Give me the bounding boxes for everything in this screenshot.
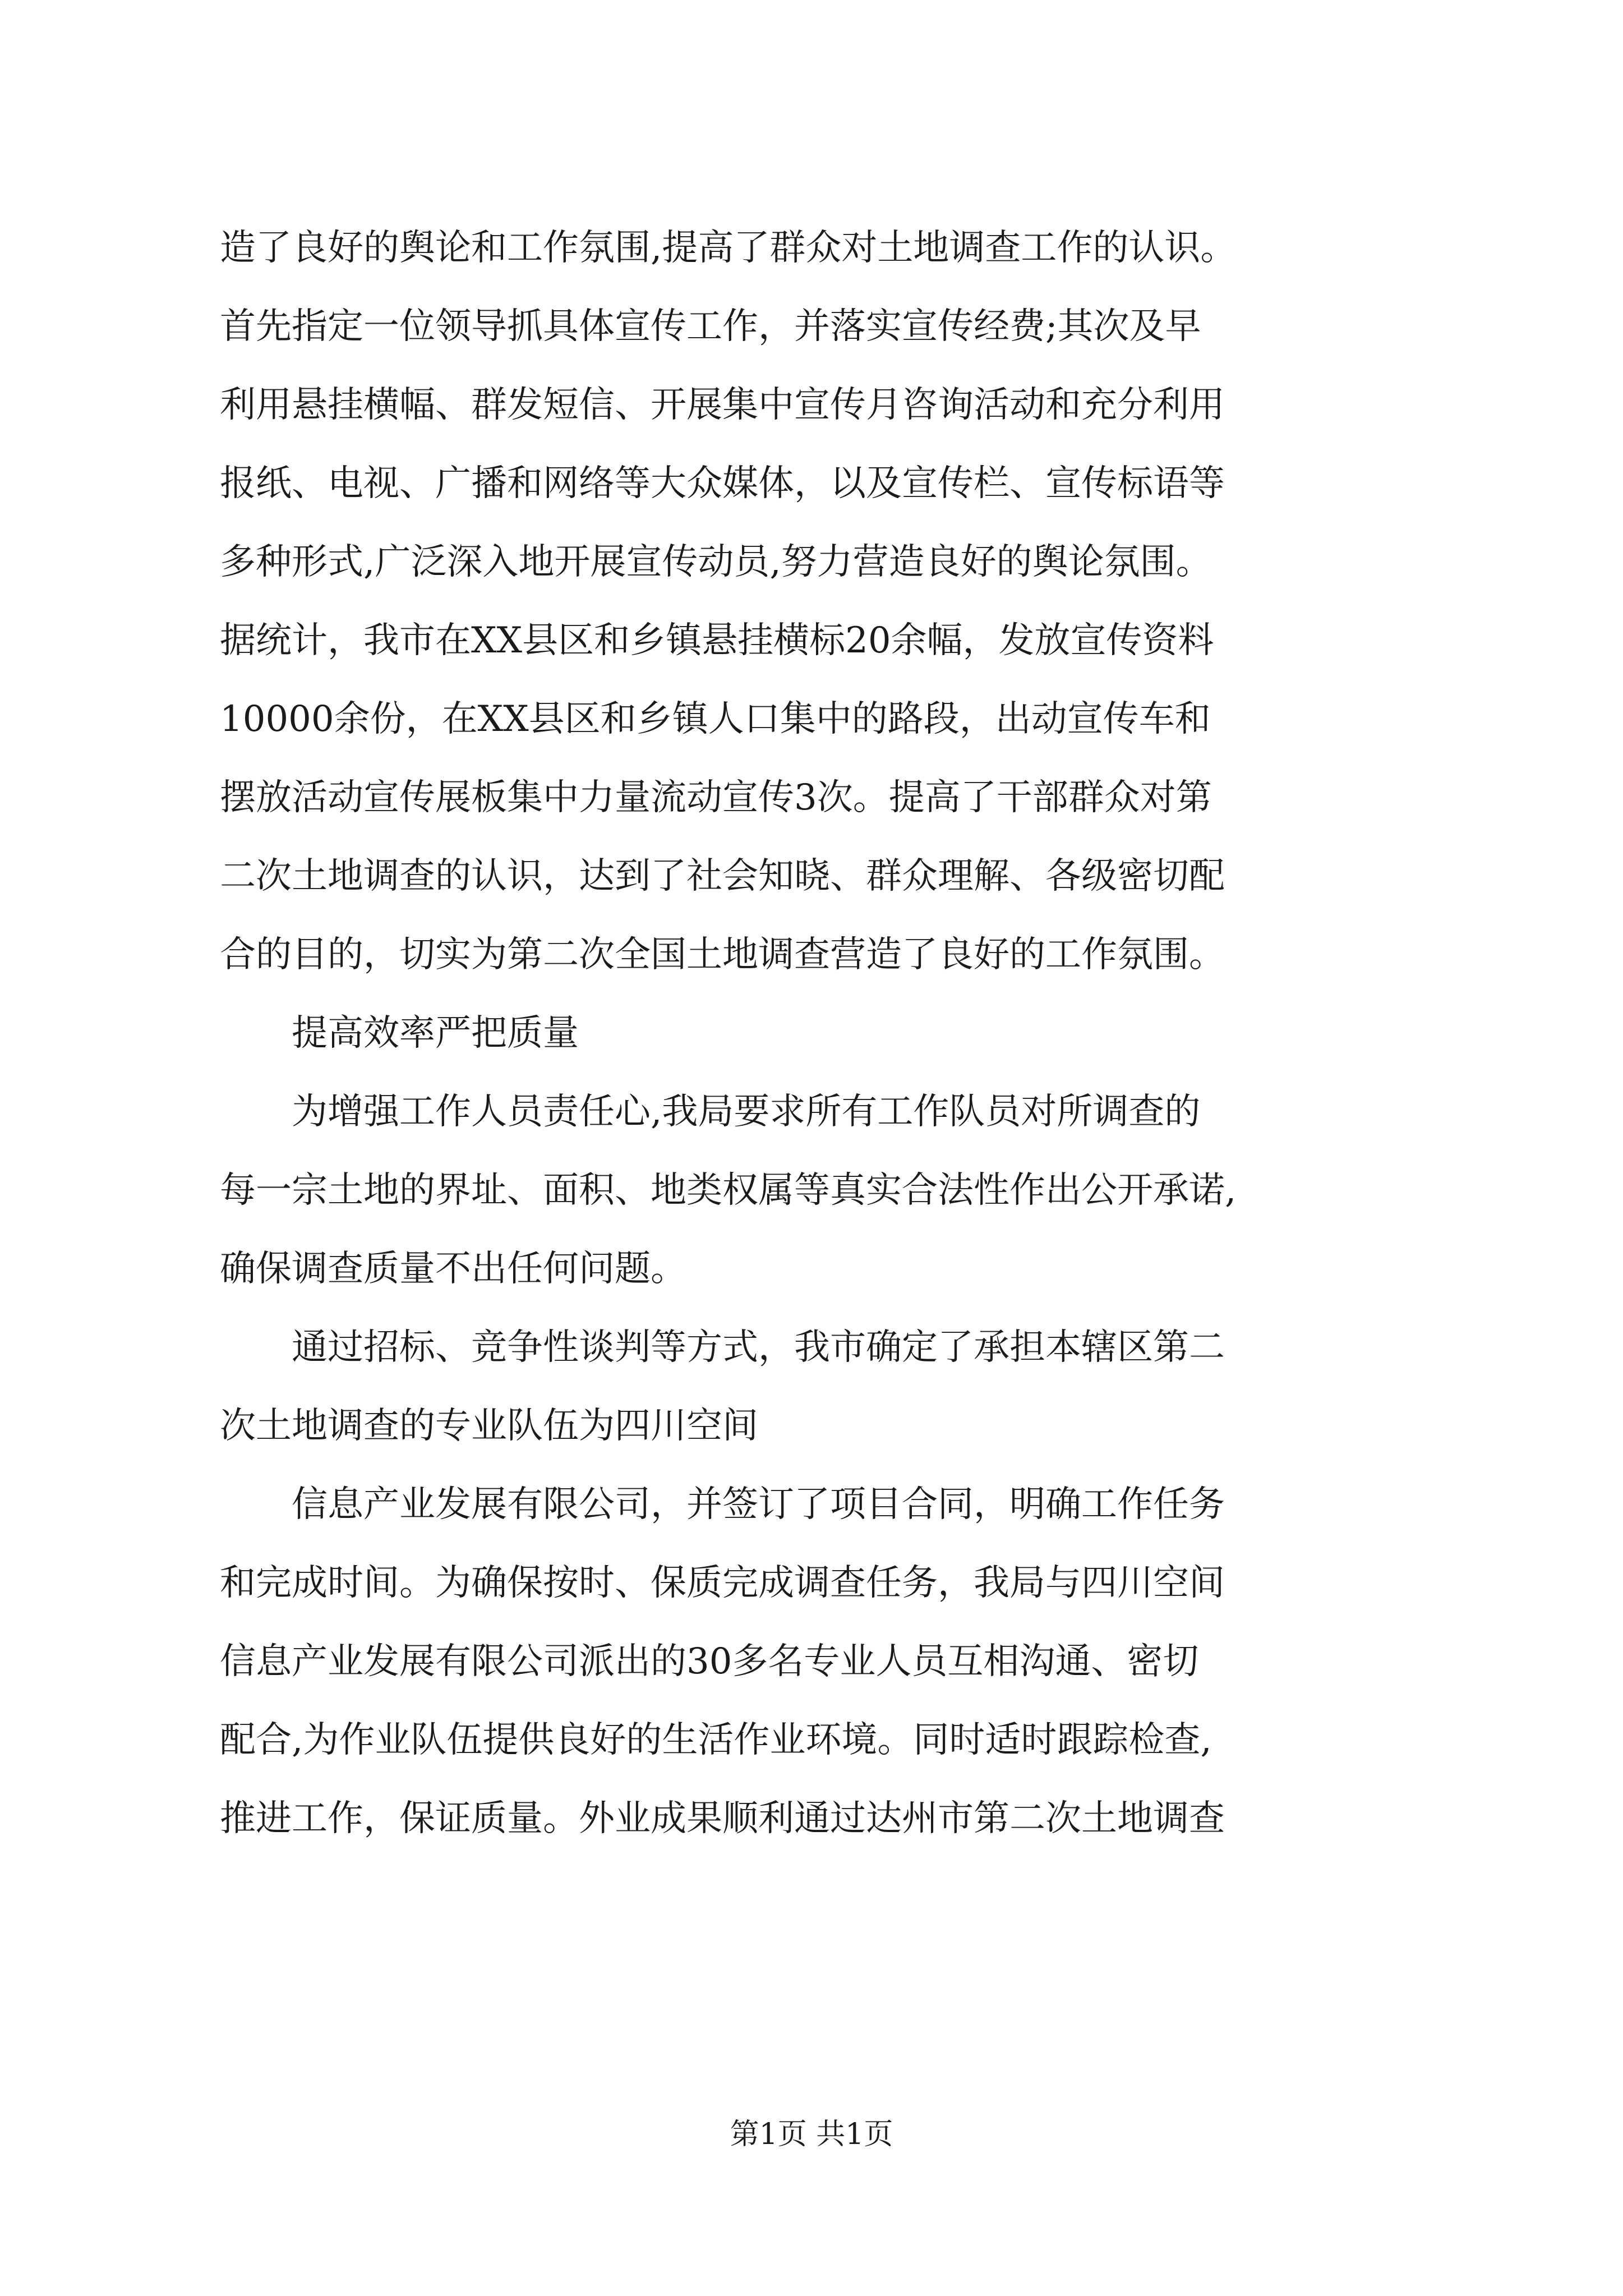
section-heading: 提高效率严把质量 xyxy=(292,1013,579,1054)
text-line: 配合,为作业队伍提供良好的生活作业环境。同时适时跟踪检查, xyxy=(220,1719,1212,1761)
text-line: 次土地调查的专业队伍为四川空间 xyxy=(220,1405,758,1447)
text-line: 多种形式,广泛深入地开展宣传动员,努力营造良好的舆论氛围。 xyxy=(220,541,1212,583)
text-line: 摆放活动宣传展板集中力量流动宣传3次。提高了干部群众对第 xyxy=(220,777,1212,818)
text-line: 和完成时间。为确保按时、保质完成调查任务，我局与四川空间 xyxy=(220,1562,1225,1604)
document-body xyxy=(220,209,1431,1858)
text-line: 确保调查质量不出任何问题。 xyxy=(220,1248,686,1290)
text-line: 二次土地调查的认识，达到了社会知晓、群众理解、各级密切配 xyxy=(220,855,1225,897)
text-line: 信息产业发展有限公司，并签订了项目合同，明确工作任务 xyxy=(292,1484,1225,1525)
page-number-footer: 第1页 共1页 xyxy=(730,2118,893,2151)
text-line: 合的目的，切实为第二次全国土地调查营造了良好的工作氛围。 xyxy=(220,934,1225,976)
text-line: 信息产业发展有限公司派出的30多名专业人员互相沟通、密切 xyxy=(220,1641,1199,1682)
text-line: 报纸、电视、广播和网络等大众媒体，以及宣传栏、宣传标语等 xyxy=(220,463,1225,504)
text-line: 通过招标、竞争性谈判等方式，我市确定了承担本辖区第二 xyxy=(292,1327,1225,1368)
text-line: 造了良好的舆论和工作氛围,提高了群众对土地调查工作的认识。 xyxy=(220,227,1237,269)
text-line: 每一宗土地的界址、面积、地类权属等真实合法性作出公开承诺, xyxy=(220,1170,1237,1211)
text-line: 10000余份，在XX县区和乡镇人口集中的路段，出动宣传车和 xyxy=(220,698,1211,740)
text-line: 推进工作，保证质量。外业成果顺利通过达州市第二次土地调查 xyxy=(220,1798,1225,1839)
text-line: 为增强工作人员责任心,我局要求所有工作队员对所调查的 xyxy=(292,1091,1201,1133)
text-line: 据统计，我市在XX县区和乡镇悬挂横标20余幅，发放宣传资料 xyxy=(220,620,1214,661)
text-line: 首先指定一位领导抓具体宣传工作，并落实宣传经费;其次及早 xyxy=(220,306,1201,347)
text-line: 利用悬挂横幅、群发短信、开展集中宣传月咨询活动和充分利用 xyxy=(220,384,1225,426)
